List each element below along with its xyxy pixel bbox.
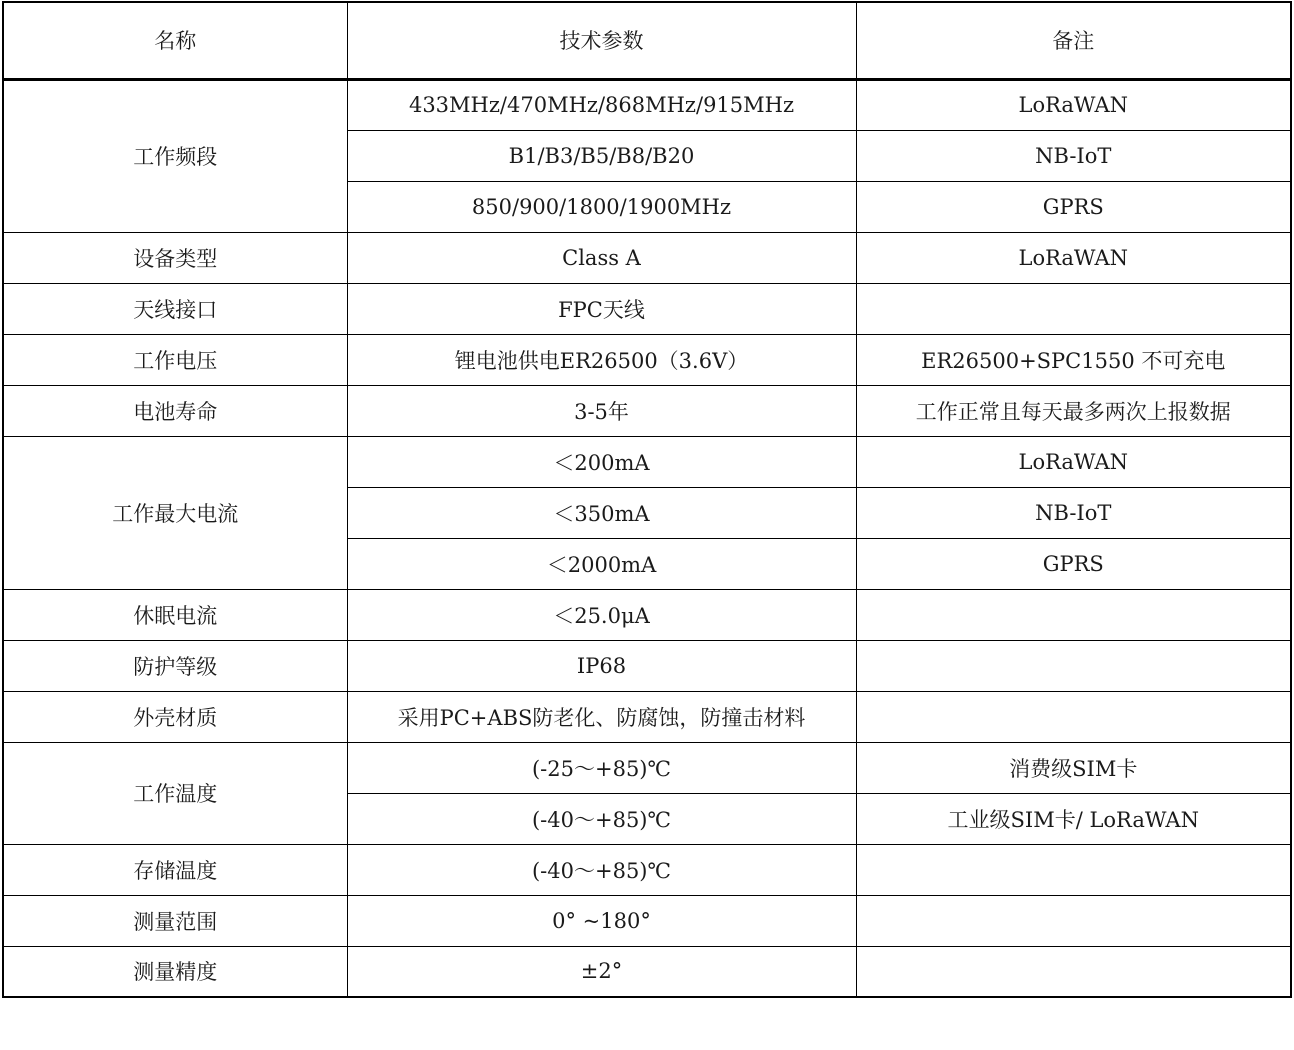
row-params: (-25～+85)℃	[347, 742, 856, 793]
row-remark: 工作正常且每天最多两次上报数据	[856, 385, 1291, 436]
row-remark	[856, 844, 1291, 895]
row-params: 433MHz/470MHz/868MHz/915MHz	[347, 79, 856, 130]
header-name: 名称	[3, 2, 347, 79]
row-remark: GPRS	[856, 538, 1291, 589]
row-params: 3-5年	[347, 385, 856, 436]
table-row	[3, 691, 1291, 742]
row-params: 采用PC+ABS防老化、防腐蚀，防撞击材料	[347, 691, 856, 742]
header-remarks: 备注	[856, 2, 1291, 79]
row-remark: LoRaWAN	[856, 232, 1291, 283]
table-row	[3, 79, 1291, 130]
row-params: 0° ~180°	[347, 895, 856, 946]
table-row	[3, 742, 1291, 793]
row-remark: GPRS	[856, 181, 1291, 232]
row-name: 工作温度	[3, 742, 347, 844]
row-name: 存储温度	[3, 844, 347, 895]
row-params: IP68	[347, 640, 856, 691]
row-remark: 消费级SIM卡	[856, 742, 1291, 793]
row-params: Class A	[347, 232, 856, 283]
row-name: 休眠电流	[3, 589, 347, 640]
row-remark: LoRaWAN	[856, 436, 1291, 487]
row-remark	[856, 640, 1291, 691]
row-name: 电池寿命	[3, 385, 347, 436]
row-remark	[856, 946, 1291, 997]
row-remark	[856, 691, 1291, 742]
row-name: 工作电压	[3, 334, 347, 385]
row-name: 外壳材质	[3, 691, 347, 742]
row-params: FPC天线	[347, 283, 856, 334]
table-row	[3, 589, 1291, 640]
row-name: 天线接口	[3, 283, 347, 334]
row-name: 测量精度	[3, 946, 347, 997]
row-remark: NB-IoT	[856, 130, 1291, 181]
table-row	[3, 385, 1291, 436]
table-row	[3, 640, 1291, 691]
spec-table	[2, 1, 1292, 998]
row-params: ＜200mA	[347, 436, 856, 487]
row-params: ＜350mA	[347, 487, 856, 538]
header-row	[3, 2, 1291, 79]
row-params: 锂电池供电ER26500（3.6V）	[347, 334, 856, 385]
row-params: (-40～+85)℃	[347, 793, 856, 844]
row-name: 工作频段	[3, 79, 347, 232]
row-name: 防护等级	[3, 640, 347, 691]
row-params: ±2°	[347, 946, 856, 997]
row-name: 设备类型	[3, 232, 347, 283]
table-row	[3, 436, 1291, 487]
row-remark	[856, 589, 1291, 640]
row-params: 850/900/1800/1900MHz	[347, 181, 856, 232]
row-remark: 工业级SIM卡/ LoRaWAN	[856, 793, 1291, 844]
row-params: ＜25.0μA	[347, 589, 856, 640]
row-remark: LoRaWAN	[856, 79, 1291, 130]
row-name: 测量范围	[3, 895, 347, 946]
row-remark	[856, 895, 1291, 946]
table-row	[3, 232, 1291, 283]
row-params: ＜2000mA	[347, 538, 856, 589]
table-row	[3, 946, 1291, 997]
table-row	[3, 334, 1291, 385]
row-remark	[856, 283, 1291, 334]
row-params: B1/B3/B5/B8/B20	[347, 130, 856, 181]
table-row	[3, 844, 1291, 895]
row-params: (-40～+85)℃	[347, 844, 856, 895]
header-params: 技术参数	[347, 2, 856, 79]
row-remark: ER26500+SPC1550 不可充电	[856, 334, 1291, 385]
row-name: 工作最大电流	[3, 436, 347, 589]
table-row	[3, 283, 1291, 334]
row-remark: NB-IoT	[856, 487, 1291, 538]
table-row	[3, 895, 1291, 946]
